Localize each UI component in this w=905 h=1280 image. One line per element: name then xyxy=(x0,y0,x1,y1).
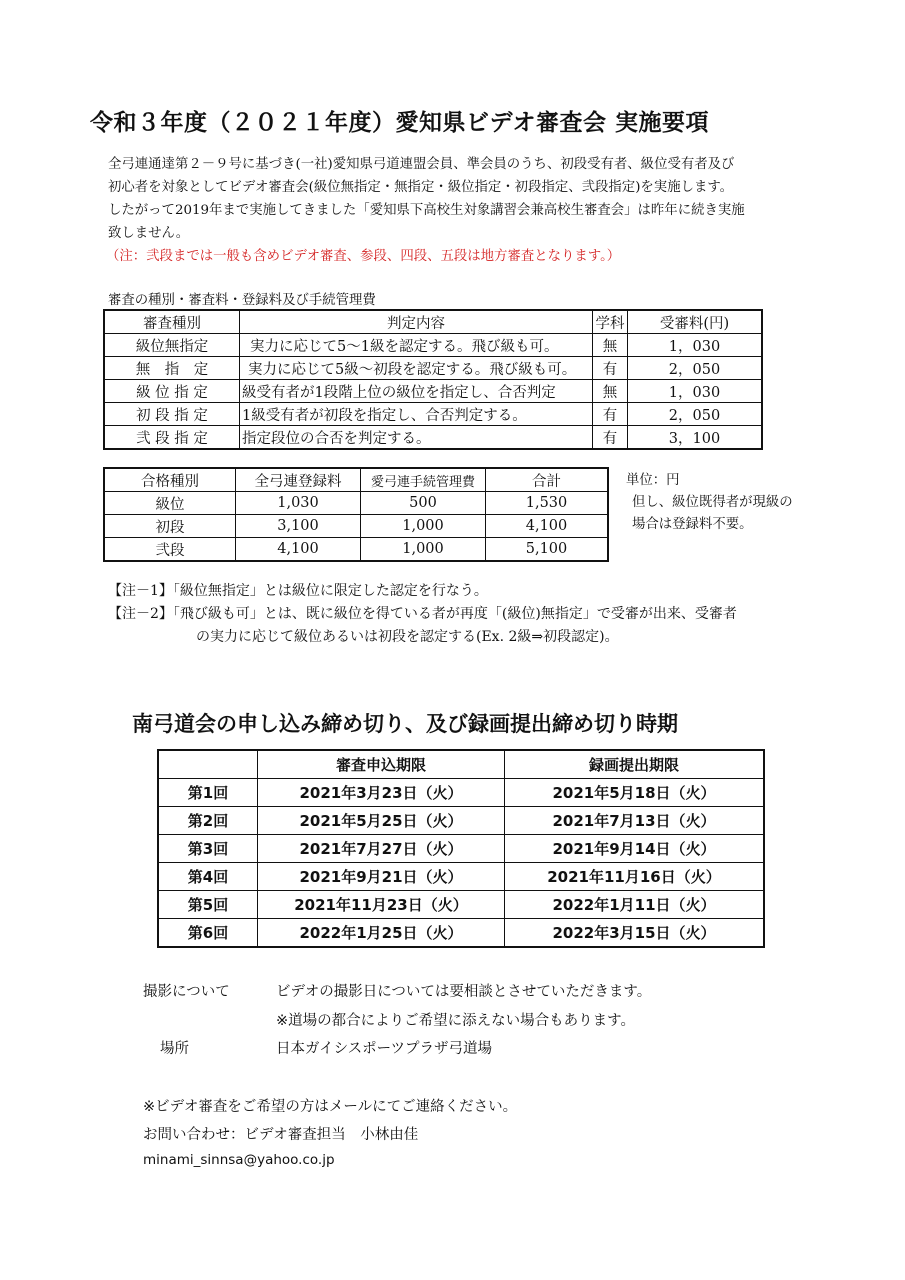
cell-total: 1,530 xyxy=(486,492,609,515)
intro-paragraph xyxy=(108,153,808,268)
cell-written: 無 xyxy=(593,380,628,403)
contact-inquiry: お問い合わせ：ビデオ審査担当 小林由佳 xyxy=(143,1127,419,1143)
cell-video: 2021年7月13日（火） xyxy=(505,807,765,835)
cell-aikyuren: 500 xyxy=(361,492,486,515)
place-label: 場所 xyxy=(160,1041,189,1057)
table-row xyxy=(158,779,764,807)
cell-aikyuren: 1,000 xyxy=(361,515,486,538)
cell-apply: 2021年9月21日（火） xyxy=(258,863,505,891)
place-text: 日本ガイシスポーツプラザ弓道場 xyxy=(276,1041,493,1057)
table-header-row xyxy=(104,310,762,334)
table-row xyxy=(104,426,762,450)
intro-line: 致しません。 xyxy=(108,226,190,241)
cell-written: 有 xyxy=(593,357,628,380)
cell-content: 1級受有者が初段を指定し、合否判定する。 xyxy=(240,403,593,426)
cell-video: 2021年5月18日（火） xyxy=(505,779,765,807)
cell-written: 有 xyxy=(593,403,628,426)
table-header-row xyxy=(104,468,608,492)
header-cell: 合計 xyxy=(486,468,609,492)
shooting-text: ビデオの撮影日については要相談とさせていただきます。 xyxy=(276,984,652,1000)
unit-note xyxy=(626,470,793,536)
cell-apply: 2021年11月23日（火） xyxy=(258,891,505,919)
header-cell: 審査申込期限 xyxy=(258,750,505,779)
cell-apply: 2022年1月25日（火） xyxy=(258,919,505,948)
note-label: 【注－2】 xyxy=(108,606,173,622)
cell-content: 実力に応じて5～1級を認定する。飛び級も可。 xyxy=(240,334,593,357)
cell-type: 無 指 定 xyxy=(104,357,240,380)
cell-fee: 2，050 xyxy=(628,357,763,380)
cell-grade: 弐段 xyxy=(104,538,236,562)
contact-email[interactable]: minami_sinnsa@yahoo.co.jp xyxy=(143,1152,335,1168)
cell-round: 第3回 xyxy=(158,835,258,863)
notes-section xyxy=(108,580,737,649)
header-cell: 受審料(円) xyxy=(628,310,763,334)
header-cell: 録画提出期限 xyxy=(505,750,765,779)
table-row xyxy=(158,807,764,835)
table-row xyxy=(158,891,764,919)
header-cell: 判定内容 xyxy=(240,310,593,334)
cell-round: 第1回 xyxy=(158,779,258,807)
table-row xyxy=(104,334,762,357)
cell-round: 第2回 xyxy=(158,807,258,835)
cell-type: 級位無指定 xyxy=(104,334,240,357)
table-header-row xyxy=(158,750,764,779)
cell-content: 実力に応じて5級～初段を認定する。飛び級も可。 xyxy=(240,357,593,380)
shooting-note: ※道場の都合によりご希望に添えない場合もあります。 xyxy=(276,1013,635,1029)
cell-fee: 1，030 xyxy=(628,334,763,357)
cell-fee: 1，030 xyxy=(628,380,763,403)
deadline-title: 南弓道会の申し込み締め切り、及び録画提出締め切り時期 xyxy=(132,712,678,736)
page-title: 令和３年度（２０２１年度）愛知県ビデオ審査会 実施要項 xyxy=(90,110,710,136)
cell-video: 2022年1月11日（火） xyxy=(505,891,765,919)
table-row xyxy=(104,515,608,538)
cell-written: 有 xyxy=(593,426,628,450)
table-row xyxy=(104,380,762,403)
note-text: 「飛び級も可」とは、既に級位を得ている者が再度「(級位)無指定」で受審が出来、受審者 xyxy=(172,606,737,622)
intro-line: したがって2019年まで実施してきました「愛知県下高校生対象講習会兼高校生審査会」は昨年に続き実施 xyxy=(108,203,745,218)
cell-aikyuren: 1,000 xyxy=(361,538,486,562)
cell-zenkyuren: 3,100 xyxy=(236,515,361,538)
cell-content: 級受有者が1段階上位の級位を指定し、合否判定 xyxy=(240,380,593,403)
intro-line: 全弓連通達第２－９号に基づき(一社)愛知県弓道連盟会員、準会員のうち、初段受有者、級位受有者及び xyxy=(108,157,735,172)
cell-apply: 2021年5月25日（火） xyxy=(258,807,505,835)
table-row xyxy=(158,863,764,891)
cell-grade: 初段 xyxy=(104,515,236,538)
cell-fee: 2，050 xyxy=(628,403,763,426)
cell-video: 2021年11月16日（火） xyxy=(505,863,765,891)
header-cell: 合格種別 xyxy=(104,468,236,492)
header-cell xyxy=(158,750,258,779)
cell-total: 4,100 xyxy=(486,515,609,538)
table-row xyxy=(104,538,608,562)
header-cell: 愛弓連手続管理費 xyxy=(361,468,486,492)
header-cell: 学科 xyxy=(593,310,628,334)
note-2-continued: の実力に応じて級位あるいは初段を認定する(Ex. 2級⇒初段認定)。 xyxy=(196,629,619,645)
table-row xyxy=(158,919,764,948)
cell-grade: 級位 xyxy=(104,492,236,515)
cell-round: 第5回 xyxy=(158,891,258,919)
contact-request: ※ビデオ審査をご希望の方はメールにてご連絡ください。 xyxy=(143,1099,518,1115)
cell-video: 2022年3月15日（火） xyxy=(505,919,765,948)
intro-line: 初心者を対象としてビデオ審査会(級位無指定・無指定・級位指定・初段指定、弐段指定)を実施します。 xyxy=(108,180,734,195)
cell-zenkyuren: 1,030 xyxy=(236,492,361,515)
cell-total: 5,100 xyxy=(486,538,609,562)
fee-table xyxy=(103,309,763,450)
unit-label: 単位：円 xyxy=(626,473,680,488)
unit-note-line: 場合は登録料不要。 xyxy=(632,517,753,532)
cell-video: 2021年9月14日（火） xyxy=(505,835,765,863)
fee-table-caption: 審査の種別・審査料・登録料及び手続管理費 xyxy=(108,293,376,308)
cell-content: 指定段位の合否を判定する。 xyxy=(240,426,593,450)
deadline-table xyxy=(157,749,765,948)
cell-written: 無 xyxy=(593,334,628,357)
table-row xyxy=(104,357,762,380)
note-text: 「級位無指定」とは級位に限定した認定を行なう。 xyxy=(172,583,488,599)
unit-note-line: 但し、級位既得者が現級の xyxy=(632,495,793,510)
cell-type: 級 位 指 定 xyxy=(104,380,240,403)
cell-apply: 2021年3月23日（火） xyxy=(258,779,505,807)
table-row xyxy=(104,403,762,426)
cell-round: 第6回 xyxy=(158,919,258,948)
note-2 xyxy=(108,603,737,626)
header-cell: 全弓連登録料 xyxy=(236,468,361,492)
table-row xyxy=(104,492,608,515)
cell-fee: 3，100 xyxy=(628,426,763,450)
note-1 xyxy=(108,580,737,603)
cell-type: 弐 段 指 定 xyxy=(104,426,240,450)
cell-zenkyuren: 4,100 xyxy=(236,538,361,562)
registration-table xyxy=(103,467,609,562)
table-row xyxy=(158,835,764,863)
shooting-label: 撮影について xyxy=(143,984,230,1000)
header-cell: 審査種別 xyxy=(104,310,240,334)
intro-red-note: （注：弐段までは一般も含めビデオ審査、参段、四段、五段は地方審査となります。） xyxy=(106,249,621,264)
cell-type: 初 段 指 定 xyxy=(104,403,240,426)
cell-round: 第4回 xyxy=(158,863,258,891)
note-label: 【注－1】 xyxy=(108,583,173,599)
cell-apply: 2021年7月27日（火） xyxy=(258,835,505,863)
